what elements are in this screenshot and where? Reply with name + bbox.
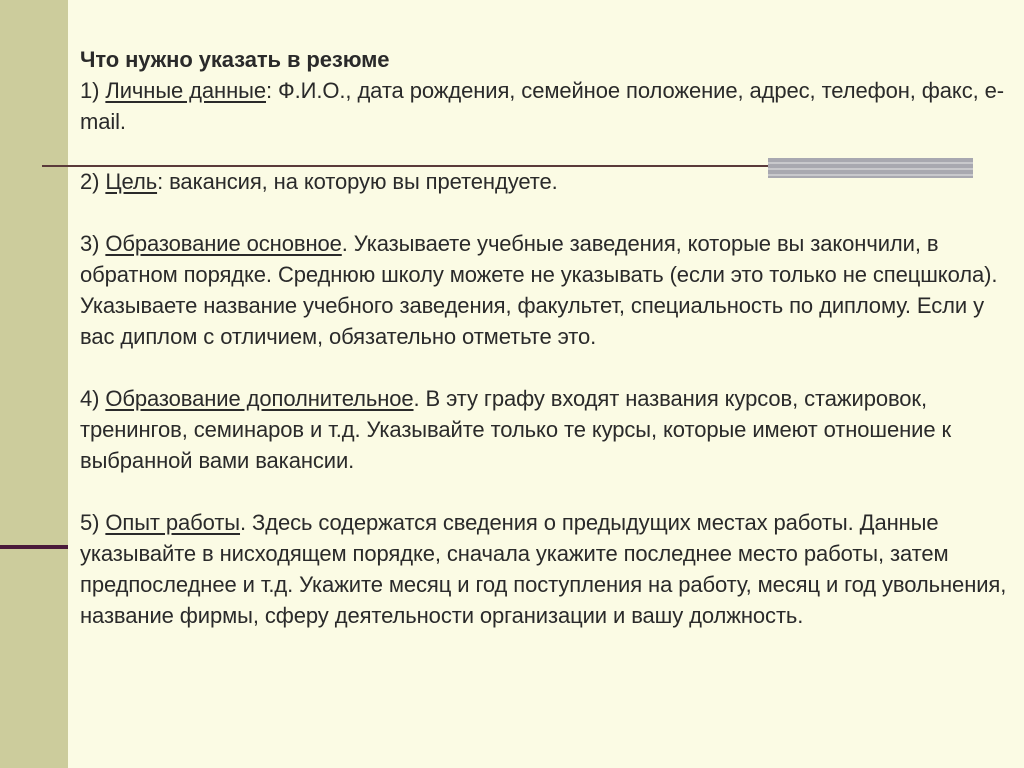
section-number: 1)	[80, 78, 106, 103]
section-number: 4)	[80, 386, 106, 411]
section-personal-data	[80, 75, 1010, 137]
section-separator: .	[413, 386, 420, 411]
section-heading: Образование основное	[105, 231, 342, 256]
slide-content	[80, 44, 1010, 631]
section-separator: :	[157, 169, 164, 194]
left-accent-bar	[0, 0, 68, 768]
section-heading: Личные данные	[105, 78, 266, 103]
section-heading: Цель	[105, 169, 158, 194]
left-divider-line	[0, 545, 68, 549]
section-number: 3)	[80, 231, 106, 256]
section-main-education	[80, 228, 1010, 352]
section-number: 5)	[80, 510, 106, 535]
section-separator: .	[240, 510, 247, 535]
section-additional-education	[80, 383, 1010, 476]
section-goal	[80, 166, 1010, 197]
section-separator: .	[341, 231, 348, 256]
section-body: Указываете учебные заведения, которые вы закончили, в обратном порядке. Среднюю школу можете не указывать (если это только не спецшкола). Указываете название учебного заведения, факультет, специальность по диплому. Если у вас диплом с отличием, обязательно отметьте это.	[80, 231, 998, 349]
section-number: 2)	[80, 169, 106, 194]
section-body: Ф.И.О., дата рождения, семейное положение, адрес, телефон, факс, e-mail.	[80, 78, 1004, 134]
section-body: В эту графу входят названия курсов, стажировок, тренингов, семинаров и т.д. Указывайте только те курсы, которые имеют отношение к выбранной вами вакансии.	[80, 386, 951, 473]
section-heading: Опыт работы	[105, 510, 241, 535]
section-work-experience	[80, 507, 1010, 631]
section-separator: :	[266, 78, 273, 103]
section-body: Здесь содержатся сведения о предыдущих местах работы. Данные указывайте в нисходящем порядке, сначала укажите последнее место работы, затем предпоследнее и т.д. Укажите месяц и год поступления на работу, месяц и год увольнения, название фирмы, сферу деятельности организации и вашу должность.	[80, 510, 1007, 628]
section-heading: Образование дополнительное	[105, 386, 414, 411]
section-body: вакансия, на которую вы претендуете.	[163, 169, 558, 194]
slide-title: Что нужно указать в резюме	[80, 47, 390, 72]
